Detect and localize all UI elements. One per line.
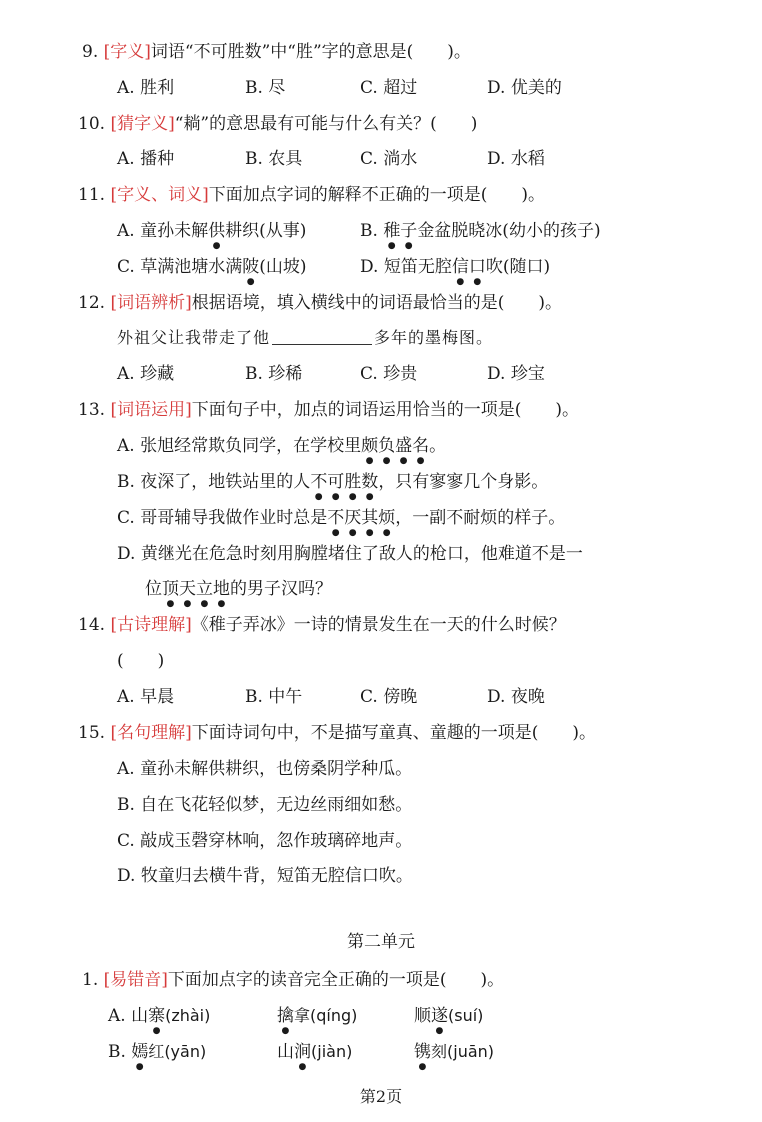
question-11	[78, 183, 545, 207]
question-stem: 根据语境，填入横线中的词语最恰当的是( )。	[191, 293, 562, 313]
option-c[interactable]: C. 珍贵	[360, 364, 418, 384]
option-c[interactable]: C. 傍晚	[360, 687, 418, 707]
question-number: 9.	[82, 42, 99, 62]
question-tag: [易错音]	[103, 970, 168, 990]
question-10	[78, 112, 477, 136]
option-b[interactable]: B. 中午	[245, 687, 303, 707]
option-c[interactable]: C. 淌水	[360, 149, 418, 169]
option-b[interactable]: B. 珍稀	[245, 364, 303, 384]
option-b[interactable]: B. 自在飞花轻似梦，无边丝雨细如愁。	[117, 795, 413, 815]
question-number: 15.	[78, 723, 106, 743]
option-b-item-3: 镌刻(juān)	[414, 1042, 495, 1062]
question-12	[78, 291, 562, 315]
dotted-word: 颇负盛名	[361, 436, 430, 456]
context-sentence: 外祖父让我带走了他 多年的墨梅图。	[117, 328, 494, 347]
option-d[interactable]: D. 优美的	[487, 78, 562, 98]
question-9	[82, 40, 471, 64]
question-tag: [词语辨析]	[110, 293, 192, 313]
question-stem: 下面加点字的读音完全正确的一项是( )。	[167, 970, 505, 990]
fill-blank[interactable]	[272, 326, 372, 345]
answer-bracket: ( )	[117, 651, 165, 671]
dotted-char: 涧	[294, 1042, 311, 1062]
option-b-item-2: 山涧(jiàn)	[277, 1042, 353, 1062]
question-number: 11.	[78, 185, 106, 205]
question-stem: 下面加点字词的解释不正确的一项是( )。	[208, 185, 545, 205]
dotted-char: 擒	[277, 1006, 294, 1026]
question-number: 1.	[82, 970, 99, 990]
question-stem: “耥”的意思最有可能与什么有关？( )	[174, 114, 478, 134]
page-number: 第2页	[359, 1087, 403, 1106]
question-15	[78, 721, 596, 745]
question-number: 10.	[78, 114, 106, 134]
option-b[interactable]: B. 农具	[245, 149, 303, 169]
option-a-item-1[interactable]: A. 山寨(zhài)	[108, 1006, 211, 1026]
option-b-item-1[interactable]: B. 嫣红(yān)	[108, 1042, 207, 1062]
dotted-word: 稚子	[383, 221, 418, 241]
option-c[interactable]: C. 敲成玉磬穿林响，忽作玻璃碎地声。	[117, 831, 413, 851]
option-a[interactable]: A. 早晨	[117, 687, 175, 707]
dotted-char: 寨	[148, 1006, 166, 1026]
option-a[interactable]: A. 童孙未解供耕织(从事)	[117, 221, 307, 241]
question-number: 12.	[78, 293, 106, 313]
question-stem: 下面句子中，加点的词语运用恰当的一项是( )。	[191, 400, 579, 420]
question-tag: [字义]	[103, 42, 151, 62]
question-13	[78, 398, 579, 422]
question-tag: [名句理解]	[110, 723, 192, 743]
option-a-item-3: 顺遂(suí)	[414, 1006, 484, 1026]
question-stem: 下面诗词句中，不是描写童真、童趣的一项是( )。	[191, 723, 596, 743]
option-c[interactable]: C. 哥哥辅导我做作业时总是不厌其烦，一副不耐烦的样子。	[117, 508, 566, 528]
dotted-char: 遂	[431, 1006, 448, 1026]
question-number: 13.	[78, 400, 106, 420]
dotted-word: 陂	[242, 257, 260, 277]
question-14	[78, 613, 566, 637]
option-a[interactable]: A. 胜利	[117, 78, 175, 98]
option-d[interactable]: D. 水稻	[487, 149, 545, 169]
option-d-continued: 位顶天立地的男子汉吗？	[145, 579, 332, 599]
option-a[interactable]: A. 播种	[117, 149, 175, 169]
dotted-word: 信口	[451, 257, 486, 277]
question-number: 14.	[78, 615, 106, 635]
option-a[interactable]: A. 童孙未解供耕织，也傍桑阴学种瓜。	[117, 759, 413, 779]
option-c[interactable]: C. 超过	[360, 78, 418, 98]
option-a[interactable]: A. 珍藏	[117, 364, 175, 384]
question-tag: [古诗理解]	[110, 615, 192, 635]
dotted-word: 供	[208, 221, 226, 241]
option-a[interactable]: A. 张旭经常欺负同学，在学校里颇负盛名。	[117, 436, 447, 456]
question-tag: [猜字义]	[110, 114, 175, 134]
dotted-char: 镌	[414, 1042, 431, 1062]
option-d[interactable]: D. 牧童归去横牛背，短笛无腔信口吹。	[117, 866, 413, 886]
question-tag: [词语运用]	[110, 400, 192, 420]
option-d[interactable]: D. 黄继光在危急时刻用胸膛堵住了敌人的枪口，他难道不是一	[117, 544, 583, 564]
option-b[interactable]: B. 尽	[245, 78, 286, 98]
option-d[interactable]: D. 夜晚	[487, 687, 545, 707]
dotted-word: 不厌其烦	[327, 508, 396, 528]
option-c[interactable]: C. 草满池塘水满陂(山坡)	[117, 257, 307, 277]
dotted-char: 嫣	[131, 1042, 149, 1062]
option-b[interactable]: B. 夜深了，地铁站里的人不可胜数，只有寥寥几个身影。	[117, 472, 549, 492]
dotted-word: 不可胜数	[310, 472, 379, 492]
option-b[interactable]: B. 稚子金盆脱晓冰(幼小的孩子)	[360, 221, 601, 241]
unit-title: 第二单元	[347, 932, 415, 952]
question-stem: 词语“不可胜数”中“胜”字的意思是( )。	[150, 42, 471, 62]
dotted-word: 顶天立地	[162, 579, 230, 599]
question-stem: 《稚子弄冰》一诗的情景发生在一天的什么时候？	[191, 615, 566, 635]
question-tag: [字义、词义]	[110, 185, 209, 205]
option-a-item-2: 擒拿(qíng)	[277, 1006, 358, 1026]
unit2-question-1	[82, 968, 504, 992]
option-d[interactable]: D. 珍宝	[487, 364, 545, 384]
option-d[interactable]: D. 短笛无腔信口吹(随口)	[360, 257, 551, 277]
